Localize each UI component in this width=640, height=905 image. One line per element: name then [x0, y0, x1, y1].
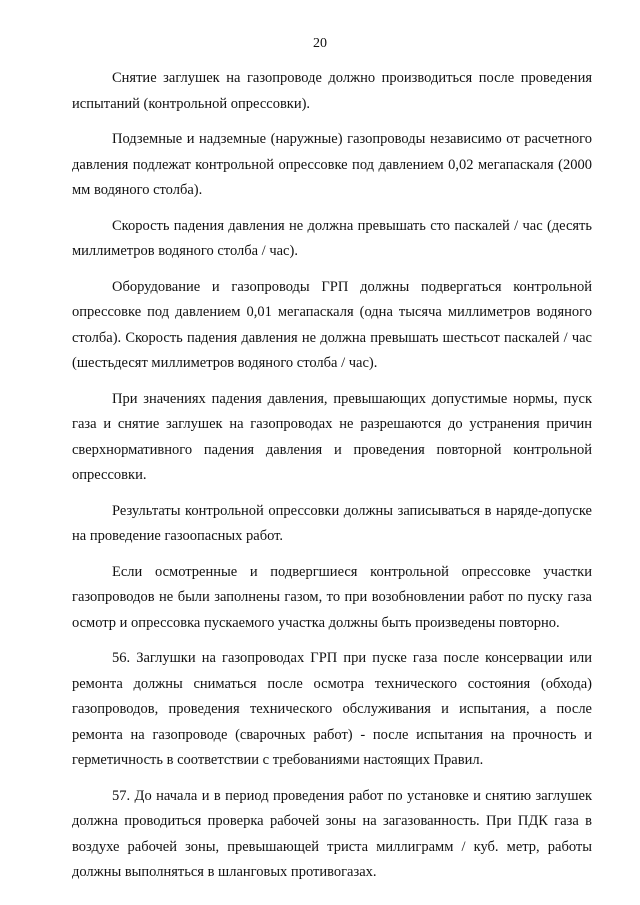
- paragraph-clause-57: 57. До начала и в период проведения работ по установке и снятию заглушек должна проводиться проверка рабочей зоны на загазованность. При ПДК газа в воздухе рабочей зоны, превышающей триста миллиграмм / куб. метр, работы должны выполняться в шланговых противогазах.: [72, 787, 592, 880]
- paragraph-excess-pressure-drop: При значениях падения давления, превышающих допустимые нормы, пуск газа и снятие заглушек на газопроводах не разрешаются до устранения причин сверхнормативного падения давления и проведения повторной контрольной опрессовки.: [72, 390, 592, 483]
- paragraph-plug-removal: Снятие заглушек на газопроводе должно производиться после проведения испытаний (контрольной опрессовки).: [72, 70, 592, 112]
- page-number: 20: [313, 36, 327, 51]
- paragraph-pipeline-pressure-test: Подземные и надземные (наружные) газопроводы независимо от расчетного давления подлежат контрольной опрессовке под давлением 0,02 мегапаскаля (2000 мм водяного столба).: [72, 131, 592, 198]
- paragraph-clause-56: 56. Заглушки на газопроводах ГРП при пуске газа после консервации или ремонта должны сниматься после осмотра технического состояния (обхода) газопроводов, проведения технического обслуживания и испытания, а после ремонта на газопроводе (сварочных работ) - после испытания на прочность и герметичность в соответствии с требованиями настоящих Правил.: [72, 650, 592, 768]
- paragraph-test-results-record: Результаты контрольной опрессовки должны записываться в наряде-допуске на проведение газоопасных работ.: [72, 502, 592, 544]
- paragraph-pressure-drop-rate: Скорость падения давления не должна превышать сто паскалей / час (десять миллиметров водяного столба / час).: [72, 217, 592, 259]
- paragraph-grp-equipment-test: Оборудование и газопроводы ГРП должны подвергаться контрольной опрессовке под давлением 0,01 мегапаскаля (одна тысяча миллиметров водяного столба). Скорость падения давления не должна превышать шестьсот паскалей / час (шестьдесят миллиметров водяного столба / час).: [72, 278, 592, 371]
- document-body: [72, 66, 592, 896]
- paragraph-repeat-inspection: Если осмотренные и подвергшиеся контрольной опрессовке участки газопроводов не были заполнены газом, то при возобновлении работ по пуску газа осмотр и опрессовка пускаемого участка должны быть произведены повторно.: [72, 563, 592, 631]
